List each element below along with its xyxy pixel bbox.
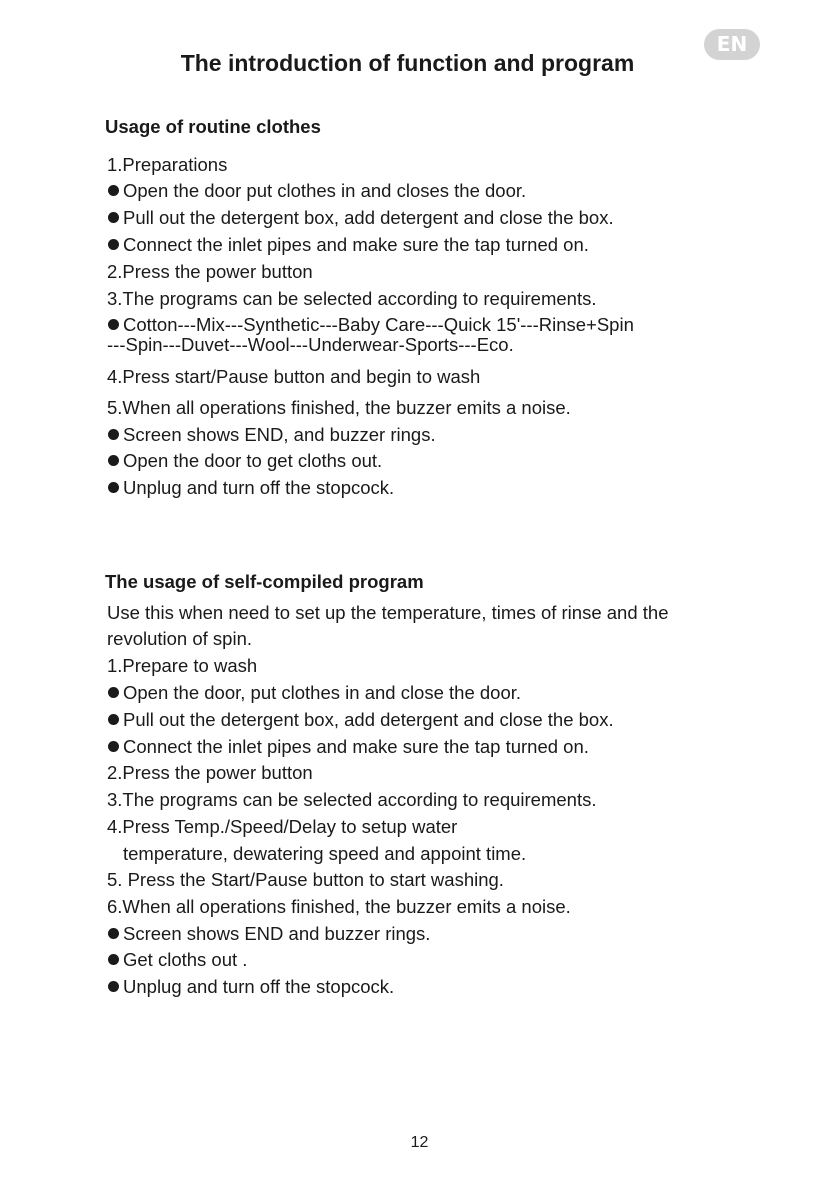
step-power: 2.Press the power button — [107, 762, 313, 783]
bullet-icon — [108, 741, 119, 752]
step-finished: 5.When all operations finished, the buzzer emits a noise. — [107, 397, 571, 418]
step-programs: 3.The programs can be selected according to requirements. — [107, 288, 597, 309]
list-item: Pull out the detergent box, add detergent and close the box. — [108, 207, 614, 229]
page-title: The introduction of function and program — [180, 50, 635, 76]
page-number: 12 — [410, 1134, 429, 1151]
step-finished: 6.When all operations finished, the buzzer emits a noise. — [107, 896, 571, 917]
section-heading-routine: Usage of routine clothes — [105, 116, 321, 137]
list-item: Open the door to get cloths out. — [108, 450, 382, 472]
list-item: Get cloths out . — [108, 949, 247, 971]
bullet-icon — [108, 981, 119, 992]
bullet-icon — [108, 928, 119, 939]
bullet-icon — [108, 714, 119, 725]
intro-text-continued: revolution of spin. — [107, 628, 253, 649]
step-prepare: 1.Prepare to wash — [107, 655, 258, 676]
step-start: 5. Press the Start/Pause button to start washing. — [107, 869, 504, 890]
step-programs: 3.The programs can be selected according to requirements. — [107, 789, 597, 810]
step-power: 2.Press the power button — [107, 261, 313, 282]
list-item: Open the door, put clothes in and close the door. — [108, 682, 521, 704]
section-heading-self-compiled: The usage of self-compiled program — [105, 571, 424, 592]
intro-text: Use this when need to set up the temperature, times of rinse and the — [107, 602, 669, 623]
bullet-icon — [108, 239, 119, 250]
bullet-icon — [108, 687, 119, 698]
bullet-icon — [108, 482, 119, 493]
list-item: Screen shows END and buzzer rings. — [108, 923, 430, 945]
bullet-icon — [108, 319, 119, 330]
bullet-icon — [108, 212, 119, 223]
step-settings: 4.Press Temp./Speed/Delay to setup water — [107, 816, 458, 837]
list-item: Pull out the detergent box, add detergent and close the box. — [108, 709, 614, 731]
list-item: Connect the inlet pipes and make sure the tap turned on. — [108, 736, 589, 758]
list-item: Unplug and turn off the stopcock. — [108, 477, 394, 499]
bullet-icon — [108, 185, 119, 196]
step-settings-continued: temperature, dewatering speed and appoint time. — [123, 843, 527, 864]
bullet-icon — [108, 429, 119, 440]
list-item: Open the door put clothes in and closes the door. — [108, 180, 526, 202]
language-badge: EN — [704, 29, 760, 60]
bullet-icon — [108, 954, 119, 965]
list-item: Screen shows END, and buzzer rings. — [108, 424, 436, 446]
step-start: 4.Press start/Pause button and begin to wash — [107, 366, 481, 387]
program-list: Cotton---Mix---Synthetic---Baby Care---Quick 15'---Rinse+Spin — [108, 314, 634, 336]
program-list-continued: ---Spin---Duvet---Wool---Underwear-Sports---Eco. — [107, 334, 514, 355]
list-item: Connect the inlet pipes and make sure the tap turned on. — [108, 234, 589, 256]
list-item: Unplug and turn off the stopcock. — [108, 976, 394, 998]
step-preparations: 1.Preparations — [107, 154, 228, 175]
bullet-icon — [108, 455, 119, 466]
